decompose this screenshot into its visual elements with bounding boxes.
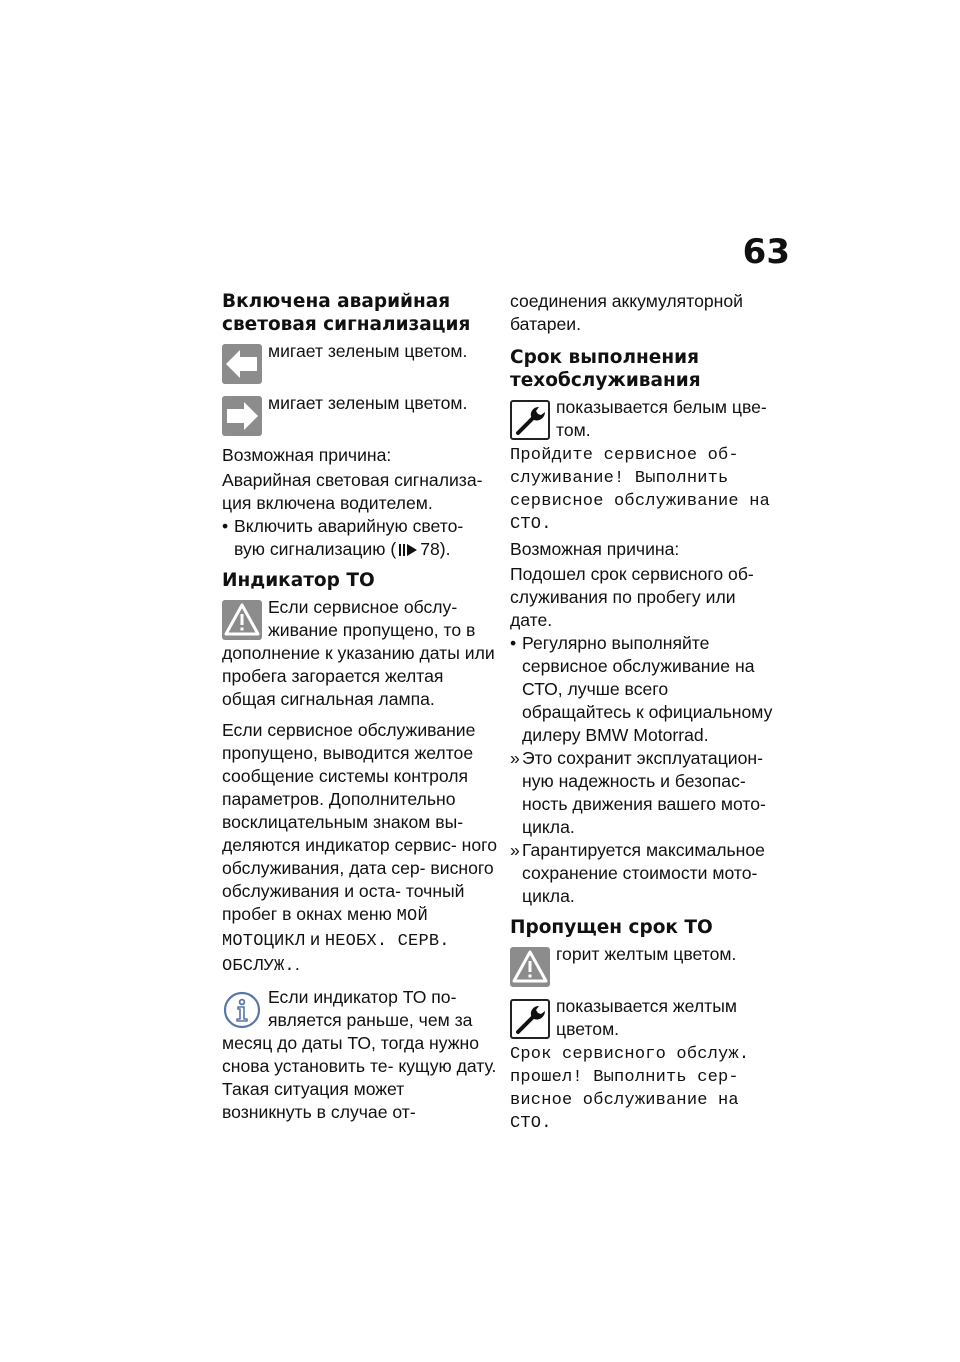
wrench-icon bbox=[510, 400, 550, 440]
left-turn-text: мигает зеленым цветом. bbox=[268, 341, 468, 361]
service-indicator-p1: Если сервисное обслу- живание пропущено, то в дополнение к указанию даты или пробега загорается желтая общая сигнальная лампа. bbox=[222, 597, 495, 709]
right-turn-text: мигает зеленым цветом. bbox=[268, 393, 468, 413]
reference-arrow-icon bbox=[399, 544, 417, 556]
continuation-text: соединения аккумуляторной батареи. bbox=[510, 291, 743, 334]
page-number: 63 bbox=[742, 232, 790, 272]
service-due-message: Пройдите сервисное об- служивание! Выполнить сервисное обслуживание на СТО. bbox=[510, 446, 771, 534]
info-note bbox=[222, 986, 498, 1124]
service-missed-warning bbox=[510, 943, 782, 989]
service-due-title: Срок выполнения техобслуживания bbox=[510, 347, 701, 391]
right-turn-indicator bbox=[222, 392, 498, 438]
service-indicator-p2: Если сервисное обслуживание пропущено, выводится желтое сообщение системы контроля параметров. Дополнительно восклицательным знаком вы- деляются индикатор сервис- ного обслуживания, дата сер- висного обслуживания и оста- точный пробег в окнах меню МОЙ МОТОЦИКЛ и НЕОБХ. СЕРВ. ОБСЛУЖ.. bbox=[222, 720, 497, 976]
action-bullet: • Включить аварийную свето- вую сигнализацию ( 78). bbox=[222, 515, 498, 561]
service-missed-wrench bbox=[510, 995, 782, 1041]
wrench-icon bbox=[510, 999, 550, 1039]
service-missed-wrench-text: показывается желтым цветом. bbox=[556, 996, 737, 1039]
service-missed-title: Пропущен срок ТО bbox=[510, 917, 713, 938]
arrow-left-icon bbox=[222, 344, 262, 384]
service-due-cause-text: Подошел срок сервисного об- служивания по пробегу или дате. bbox=[510, 564, 754, 630]
service-due-cause-label: Возможная причина: bbox=[510, 539, 680, 559]
right-column bbox=[510, 290, 782, 1143]
warning-triangle-icon bbox=[510, 947, 550, 987]
service-indicator-block bbox=[222, 596, 498, 711]
arrow-right-icon bbox=[222, 396, 262, 436]
service-missed-message: Срок сервисного обслуж. прошел! Выполнить сер- висное обслуживание на СТО. bbox=[510, 1045, 750, 1133]
service-indicator-title: Индикатор ТО bbox=[222, 570, 375, 591]
info-icon bbox=[222, 990, 262, 1030]
service-due-result-1: » Это сохранит эксплуатацион- ную надежность и безопас- ность движения вашего мото- цикла. bbox=[510, 747, 782, 839]
service-missed-warning-text: горит желтым цветом. bbox=[556, 944, 737, 964]
info-text: Если индикатор ТО по- является раньше, чем за месяц до даты ТО, тогда нужно снова установить те- кущую дату. Такая ситуация может возникнуть в случае от- bbox=[222, 987, 497, 1122]
service-due-wrench-text: показывается белым цве- том. bbox=[556, 397, 767, 440]
service-due-result-2: » Гарантируется максимальное сохранение стоимости мото- цикла. bbox=[510, 839, 782, 908]
warning-triangle-icon bbox=[222, 600, 262, 640]
menu-service-required: НЕОБХ. СЕРВ. ОБСЛУЖ. bbox=[222, 932, 450, 976]
menu-my-motorcycle: МОЙ МОТОЦИКЛ bbox=[222, 907, 428, 951]
hazard-title: Включена аварийная световая сигнализация bbox=[222, 291, 471, 335]
service-due-indicator bbox=[510, 396, 782, 442]
cause-text: Аварийная световая сигнализа- ция включена водителем. bbox=[222, 470, 483, 513]
left-column bbox=[222, 290, 498, 1124]
service-due-action: • Регулярно выполняйте сервисное обслуживание на СТО, лучше всего обращайтесь к официальному дилеру BMW Motorrad. bbox=[510, 632, 782, 747]
cause-label: Возможная причина: bbox=[222, 445, 392, 465]
left-turn-indicator bbox=[222, 340, 498, 386]
